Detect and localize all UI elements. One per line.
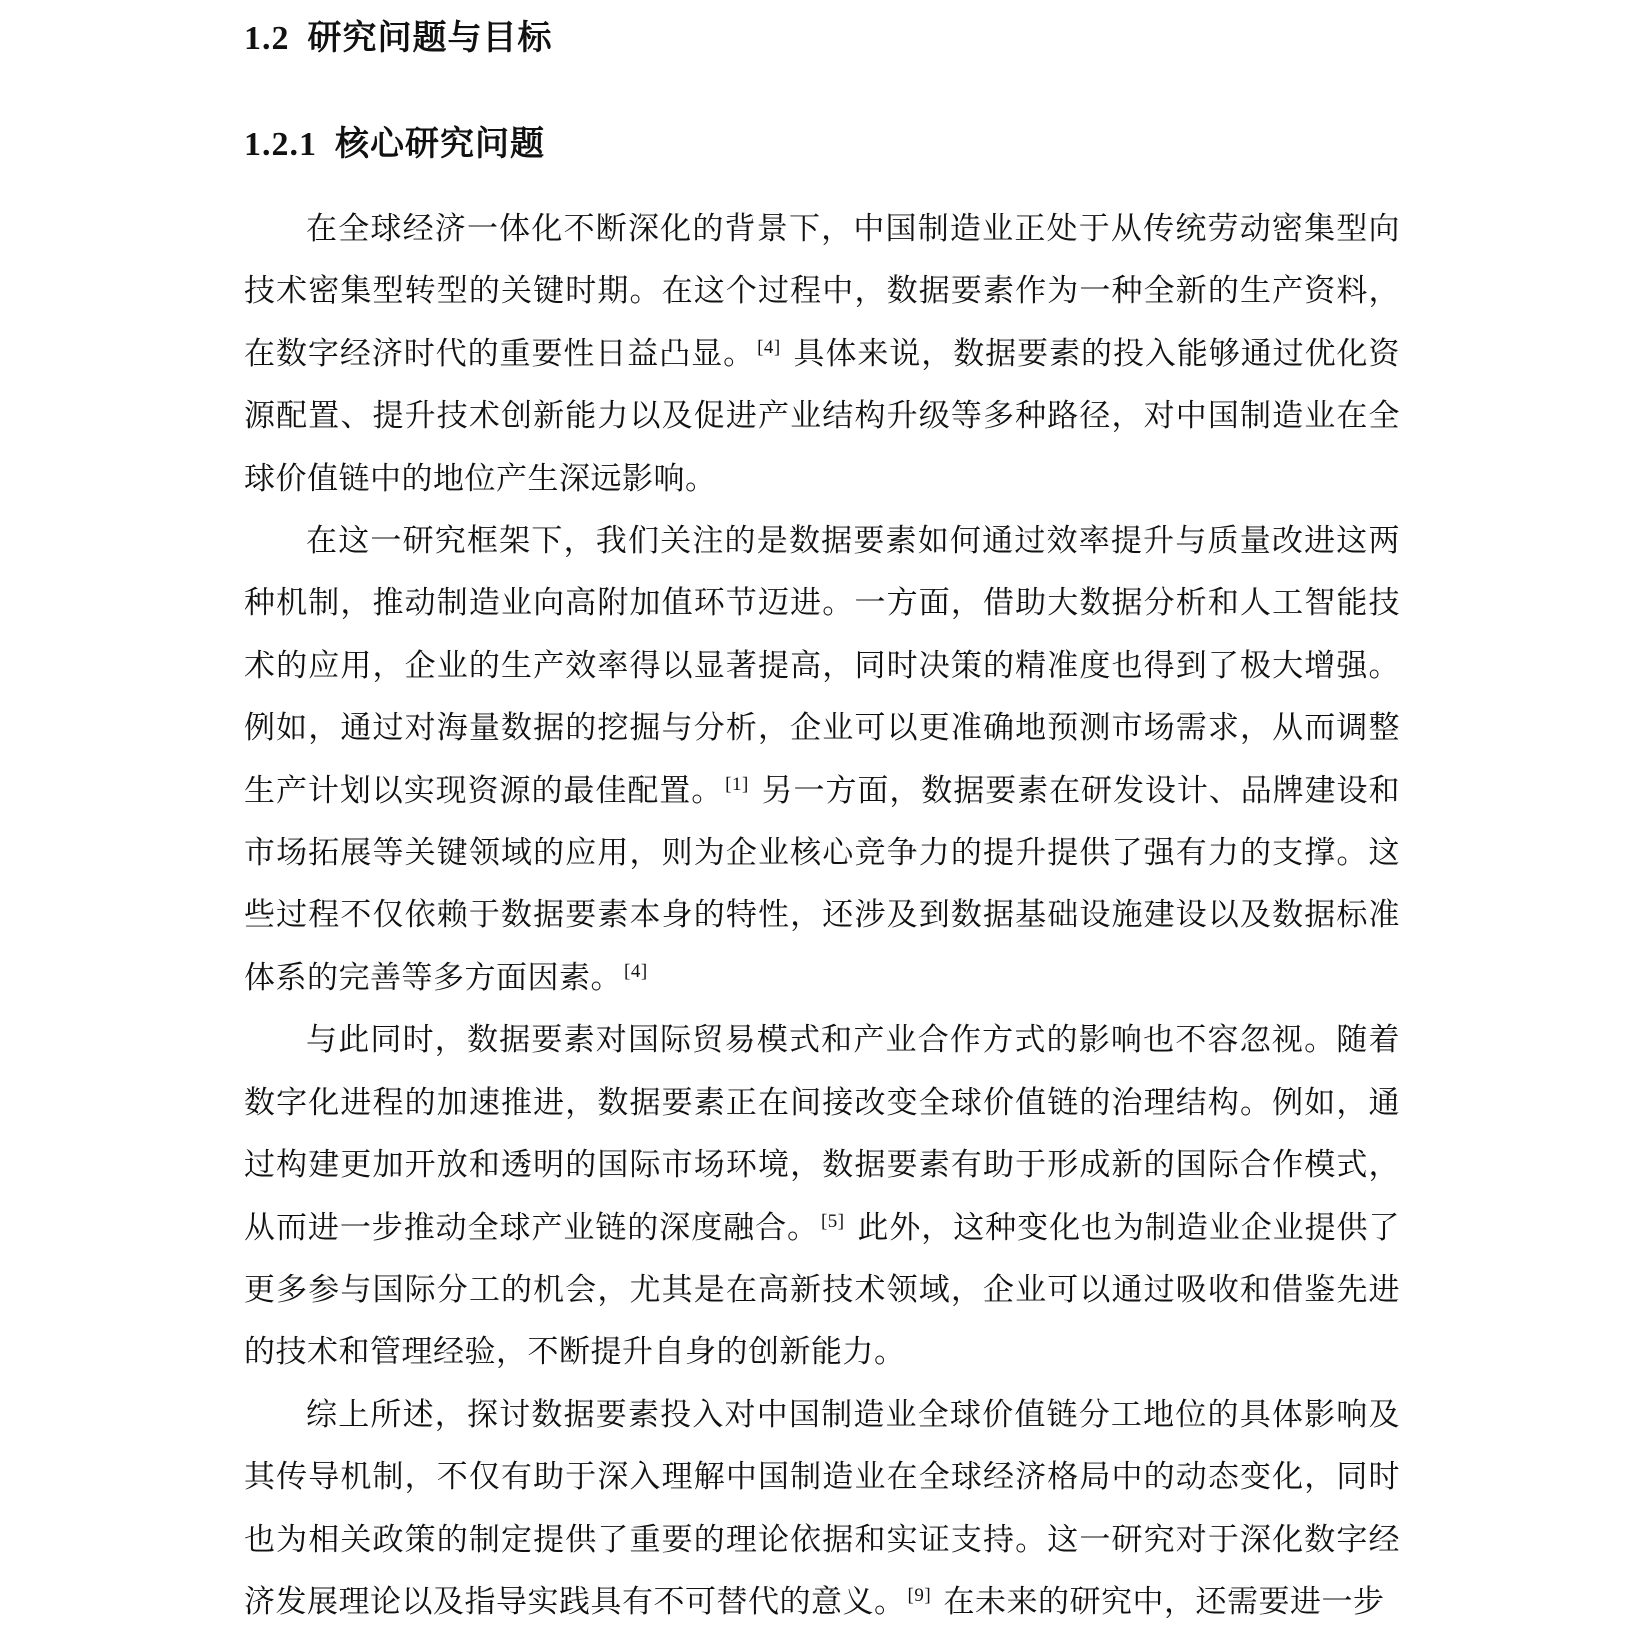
paragraph-text: 与此同时，数据要素对国际贸易模式和产业合作方式的影响也不容忽视。随着数字化进程的加速推进，数据要素正在间接改变全球价值链的治理结构。例如，通过构建更加开放和透明的国际市场环境，数据要素有助于形成新的国际合作模式，从而进一步推动全球产业链的深度融合。: [244, 1022, 1400, 1246]
paragraph-text: 在未来的研究中，还需要进一步: [933, 1583, 1385, 1620]
citation-4: [4]: [624, 960, 648, 982]
subsection-heading: [244, 116, 545, 165]
body-text: [244, 198, 1400, 1633]
paragraph-3: [244, 1009, 1400, 1383]
citation-9: [9]: [907, 1584, 932, 1606]
paragraph-text: 综上所述，探讨数据要素投入对中国制造业全球价值链分工地位的具体影响及其传导机制，不仅有助于深入理解中国制造业在全球经济格局中的动态变化，同时也为相关政策的制定提供了重要的理论依据和实证支持。这一研究对于深化数字经济发展理论以及指导实践具有不可替代的意义。: [244, 1396, 1400, 1620]
subsection-number: 1.2.1: [244, 126, 317, 163]
section-number: 1.2: [244, 20, 290, 57]
paragraph-text: 另一方面，数据要素在研发设计、品牌建设和市场拓展等关键领域的应用，则为企业核心竞争力的提升提供了强有力的支撑。这些过程不仅依赖于数据要素本身的特性，还涉及到数据基础设施建设以及数据标准体系的完善等多方面因素。: [244, 772, 1400, 996]
paragraph-4: [244, 1384, 1400, 1633]
subsection-title: 核心研究问题: [335, 124, 545, 164]
paragraph-text: 具体来说，数据要素的投入能够通过优化资源配置、提升技术创新能力以及促进产业结构升级等多种路径，对中国制造业在全球价值链中的地位产生深远影响。: [244, 335, 1400, 497]
section-heading: [244, 10, 553, 59]
citation-1: [1]: [725, 773, 749, 795]
paragraph-text: 在全球经济一体化不断深化的背景下，中国制造业正处于从传统劳动密集型向技术密集型转型的关键时期。在这个过程中，数据要素作为一种全新的生产资料，在数字经济时代的重要性日益凸显。: [244, 211, 1400, 372]
paragraph-1: [244, 198, 1400, 510]
paragraph-text: 此外，这种变化也为制造业企业提供了更多参与国际分工的机会，尤其是在高新技术领域，企业可以通过吸收和借鉴先进的技术和管理经验，不断提升自身的创新能力。: [244, 1209, 1400, 1371]
paragraph-2: [244, 510, 1400, 1009]
citation-4: [4]: [757, 336, 781, 358]
citation-5: [5]: [820, 1210, 845, 1232]
section-title: 研究问题与目标: [307, 18, 553, 58]
paragraph-text: 在这一研究框架下，我们关注的是数据要素如何通过效率提升与质量改进这两种机制，推动制造业向高附加值环节迈进。一方面，借助大数据分析和人工智能技术的应用，企业的生产效率得以显著提高，同时决策的精准度也得到了极大增强。例如，通过对海量数据的挖掘与分析，企业可以更准确地预测市场需求，从而调整生产计划以实现资源的最佳配置。: [244, 523, 1400, 809]
